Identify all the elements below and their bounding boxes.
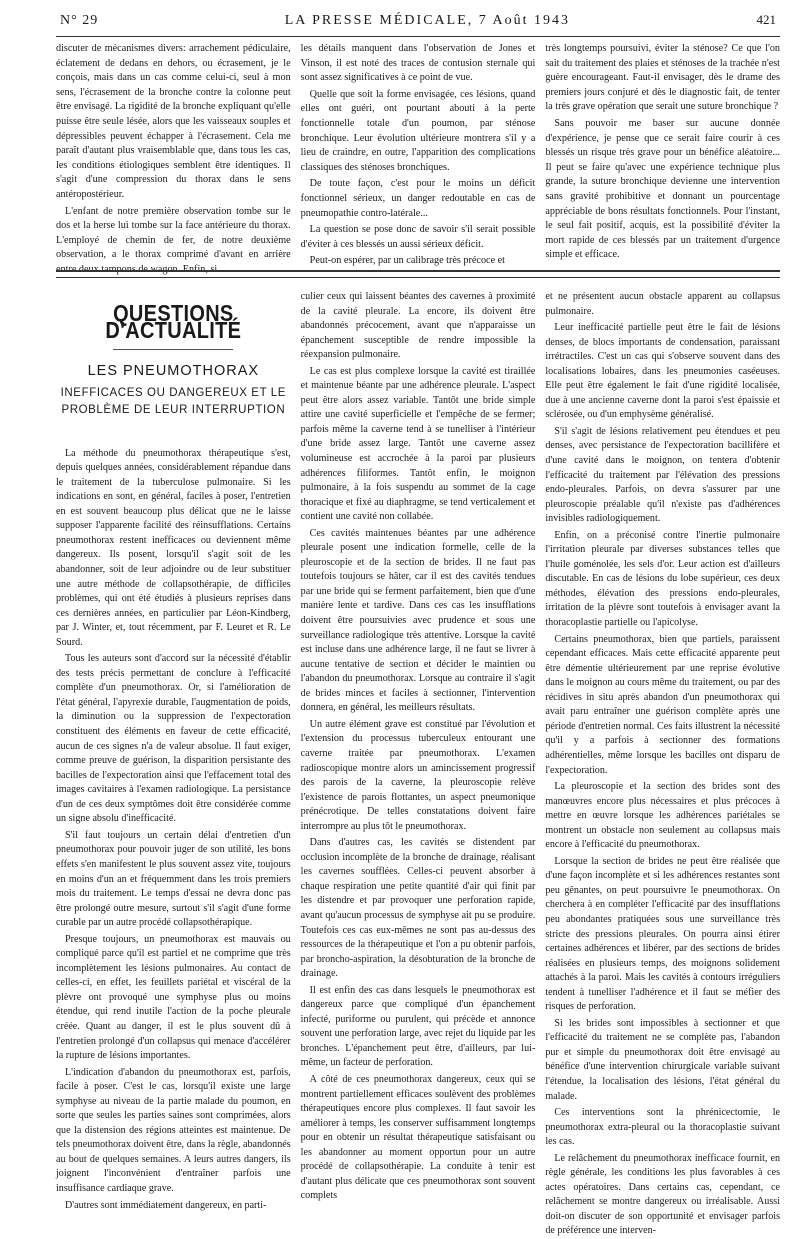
paragraph: Sans pouvoir me baser sur aucune donnée d'expérience, je pense que ce serait faire courir à ces blessés un risque très grave pour un bénéfice aléatoire... Il peut se faire qu'avec une expérience technique plus grande, la suture bronchique devienne une intervention sans gravité prohibitive et donnant un pourcentage appréciable de bons résultats fonctionnels. Pour l'instant, le seul fait positif, acquis, est la possibilité d'éviter la mort rapide de ces blessés par un traitement d'urgence simple et efficace. xyxy=(545,117,781,261)
paragraph: Leur inefficacité partielle peut être le fait de lésions denses, de blocs importants de condensation, paraissant irrétractiles. C'est un cas qui s'observe souvent dans des localisations lobaires, dans les pneumonies caséeuses. Elle peut être également le fait d'une rigidité localisée, due à une ancienne caverne dont la paroi s'est épaissie et sclérosée, ou d'un emphysème généralisé. xyxy=(545,322,781,421)
header-rule xyxy=(56,36,780,37)
page-header xyxy=(60,12,776,34)
paragraph: Enfin, on a préconisé contre l'inertie pulmonaire l'irritation pleurale par diverses substances telles que l'huile goménolée, les sels d'or. Leur action est d'ailleurs discutable. En cas de lésions du lobe supérieur, ces deux méthodes, élévation des pressions endo-pleurales, irritation de la plèvre sont toutefois à envisager avant la thoracoplastie partielle ou l'apicolyse. xyxy=(545,529,781,629)
paragraph: Il est enfin des cas dans lesquels le pneumothorax est dangereux parce que compliqué d'un épanchement infecté, puriforme ou purulent, qui précède et annonce souvent une perforation large, avec rejet du liquide par les bronches. L'épanchement peut être, d'ailleurs, par lui-même, un facteur de perforation. xyxy=(300,984,536,1069)
paragraph: très longtemps poursuivi, éviter la sténose? Ce que l'on sait du traitement des plaies et sténoses de la trachée n'est guère encourageant. Faut-il envisager, dès le drame des premiers jours conjuré et dès le diagnostic fait, de tenter la très grave opération que serait une suture bronchique ? xyxy=(545,43,781,113)
paragraph: S'il s'agit de lésions relativement peu étendues et peu denses, avec persistance de l'expectoration bacillifère et d'une cavité dans le moignon, on tentera d'obtenir l'efficacité du traitement par l'élévation des pressions endo-pleurales. Parfois, on devra s'assurer par une pleuroscopie préalable qu'il n'existe pas d'adhérences invisibles radiologiquement. xyxy=(545,425,781,525)
article-body xyxy=(56,290,781,1237)
top-column-3 xyxy=(545,42,780,264)
paragraph: discuter de mécanismes divers: arrachement pédiculaire, éclatement de dedans en dehors, ou écrasement, je le conçois, mais dans un cas comme celui-ci, seul à mon sens, l'écrasement de la bronche contre la colonne peut être envisagé. La rigidité de la bronche expliquant qu'elle puisse être seule lésée, alors que les vaisseaux souples et dépressibles peuvent échapper à l'écrasement. Cela me paraît d'autant plus vraisemblable que, dans tous les cas, les conditions étiologiques semblent être identiques. Il s'agit d'une compression du thorax dans le sens antéropostérieur. xyxy=(56,43,291,200)
paragraph: L'indication d'abandon du pneumothorax est, parfois, facile à poser. C'est le cas, lorsqu'il existe une large symphyse au niveau de la partie malade du poumon, en sorte que seules les parties saines sont comprimées, alors que la distension des régions atteintes est maintenue. De tels pneumothorax doivent être, dans la règle, abandonnés au bout de quelques semaines. A leurs autres dangers, ils joignent l'inconvénient d'entraîner parfois une insuffisance cardiaque grave. xyxy=(56,1066,291,1194)
paragraph: et ne présentent aucun obstacle apparent au collapsus pulmonaire. xyxy=(545,291,781,317)
paragraph: D'autres sont immédiatement dangereux, en parti- xyxy=(65,1199,267,1211)
heading-rule xyxy=(113,349,233,350)
paragraph: Ces interventions sont la phrénicectomie, le pneumothorax extra-pleural ou la thoracoplastie suivant les cas. xyxy=(545,1107,781,1148)
previous-article-continuation xyxy=(56,42,781,275)
paragraph: Quelle que soit la forme envisagée, ces lésions, quand elles ont guéri, ont pourtant abouti à la perte fonctionnelle totale d'un poumon, par sténose bronchique. Leur évolution ultérieure montrera s'il y a lieu de craindre, en outre, l'apparition des complications classiques des sténoses bronchiques. xyxy=(300,88,536,173)
paragraph: Presque toujours, un pneumothorax est mauvais ou compliqué parce qu'il est partiel et ne comprime que très incomplètement les lésions pulmonaires. Au contact de celles-ci, en effet, les feuillets pariétal et viscéral de la plèvre ont provoqué une symphyse plus ou moins étendue, qui rend inutile l'action de la poche pleurale créée. Quant au danger, il est le plus souvent dû à l'entretien prolongé d'un collapsus qui menace d'accélérer la rupture de lésions importantes. xyxy=(56,933,291,1062)
paragraph: Un autre élément grave est constitué par l'évolution et l'extension du processus tuberculeux entourant une caverne traitée par pneumothorax. L'examen radioscopique montre alors un amincissement progressif des parois de la caverne, la pleuroscopie relève l'existence de parois flottantes, un aspect pneumonique prénécrotique. De telles constatations doivent faire interrompre au plus tôt le pneumothorax. xyxy=(300,718,536,832)
top-column-1 xyxy=(56,42,291,275)
issue-number: N° 29 xyxy=(60,13,99,28)
paragraph: L'enfant de notre première observation tombe sur le dos et la herse lui tombe sur la face antérieure du thorax. L'employé de chemin de fer, de notre deuxième observation, a le thorax comprimé d'avant en arrière entre deux tampons de wagon. Enfin, si xyxy=(56,205,291,275)
section-separator-rule xyxy=(56,270,780,278)
section-heading: QUESTIONS D'ACTUALITÉ xyxy=(105,301,242,344)
paragraph: La méthode du pneumothorax thérapeutique s'est, depuis quelques années, considérablement répandue dans le traitement de la tuberculose pulmonaire. Si les indications en sont, en général, faciles à poser, l'entretien en est souvent beaucoup plus délicat que ne le laisse supposer l'apparente facilité des réinsufflations. Certains pneumothorax restent inefficaces ou deviennent même dangereux. Ils posent, lorsqu'il s'agit soit de les abandonner, soit de leur adjoindre ou de leur substituer une autre méthode de collapsothérapie, de difficiles problèmes, qui ont été étudiés à plusieurs reprises dans ces dernières années, en particulier par Léon-Kindberg, par J. Winter, et, tout récemment, par F. Leuret et R. Le Sourd. xyxy=(56,447,291,648)
paragraph: Dans d'autres cas, les cavités se distendent par occlusion incomplète de la bronche de drainage, réalisant les cavernes soufflées. Celles-ci peuvent absorber à chaque respiration une petite quantité d'air qui finit par les distendre et par provoquer une perforation rapide, avant qu'aucun processus de symphyse ait pu se produire. Toutefois ces cas eux-mêmes ne sont pas au-dessus des ressources de la thérapeutique et l'on a pu obtenir parfois, par broncho-aspiration, la désobturation de la bronche de drainage. xyxy=(300,837,536,980)
paragraph: culier ceux qui laissent béantes des cavernes à proximité de la cavité pleurale. La encore, ils doivent être abandonnés précocement, avant que n'apparaisse un épanchement susceptible de rendre impossible la réexpansion pulmonaire. xyxy=(300,291,536,361)
article-title: LES PNEUMOTHORAX xyxy=(87,363,260,380)
article-column-2 xyxy=(300,290,536,1202)
article-column-1 xyxy=(56,290,291,1211)
paragraph: Ces cavités maintenues béantes par une adhérence pleurale posent une indication formelle, celle de la pleuroscopie et de la section de brides. Il ne faut pas toutefois toujours se hâter, car il est des cavités tendues par une bride qui se ferment parfaitement, bien que d'une manière lente et tardive. Dans ces cas les insufflations doivent être poursuivies avec prudence et sous une surveillance radiologique très attentive. Lorsque la cavité est incluse dans une adhérence large, il ne faut se livrer à aucune tentative de section et décider le maintien ou l'abandon du pneumothorax. Lorsque au contraire il s'agit de brides minces et faciles à sectionner, l'intervention donnera, en général, les meilleurs résultats. xyxy=(300,527,536,714)
article-subtitle: INEFFICACES OU DANGEREUX ET LE PROBLÈME DE LEUR INTERRUPTION xyxy=(60,386,287,416)
paragraph: Lorsque la section de brides ne peut être réalisée que d'une façon incomplète et si les adhérences restantes sont peu gênantes, on peut poursuivre le pneumothorax. On cherchera à en compléter l'efficacité par des insufflations peu abondantes pratiquées sous une surveillance très stricte des pressions pleurales. On pourra ainsi étirer certaines adhérences et libérer, par des sections de brides réalisées en plusieurs temps, des moignons solidement attachés à la paroi. Mais les cavités à contours irréguliers tendent à tunelliser l'adhérence et il faut se méfier des risques de perforation. xyxy=(545,855,781,1013)
paragraph: De toute façon, c'est pour le moins un déficit fonctionnel sérieux, un danger redoutable en cas de pneumopathie contro-latérale... xyxy=(300,178,536,219)
paragraph: A côté de ces pneumothorax dangereux, ceux qui se montrent partiellement efficaces soulèvent des problèmes thérapeutiques encore plus complexes. Il faut savoir les améliorer à temps, les conserver suffisamment longtemps pour en obtenir un résultat thérapeutique satisfaisant ou les abandonner au moment opportun pour un autre procédé de collapsothérapie. La conduite à tenir est d'autant plus délicate que ces pneumothorax sont souvent complets xyxy=(300,1073,536,1202)
paragraph: les détails manquent dans l'observation de Jones et Vinson, il est noté des traces de contusion sternale qui sont assez significatives à ce point de vue. xyxy=(300,43,536,84)
paragraph: La question se pose donc de savoir s'il serait possible d'éviter à ces blessés un aussi sérieux déficit. xyxy=(300,224,536,250)
top-column-2 xyxy=(300,42,536,267)
paragraph: Le cas est plus complexe lorsque la cavité est tiraillée et maintenue béante par une adhérence pleurale. L'aspect peut être alors assez variable. Tantôt une bride simple attire une cavité superficielle et l'empêche de se fermer; parfois même la caverne tend à se tunelliser à l'intérieur d'une bride assez large. Tantôt une caverne assez volumineuse est accrochée à la paroi par plusieurs adhérences filiformes. Tantôt enfin, le moignon pulmonaire, à la fois suspendu au sommet de la cage thoracique et fixé au diaphragme, se tend verticalement et contient une cavité non collabée. xyxy=(300,365,536,523)
paragraph: Si les brides sont impossibles à sectionner et que l'efficacité du traitement ne se complète pas, l'abandon pur et simple du pneumothorax doit être envisagé au bénéfice d'une intervention chirurgicale variable suivant l'étendue, la localisation des lésions, l'état général du malade. xyxy=(545,1017,781,1102)
paragraph: Peut-on espérer, par un calibrage très précoce et xyxy=(309,255,505,267)
journal-title: LA PRESSE MÉDICALE, 7 Août 1943 xyxy=(284,13,570,28)
paragraph: S'il faut toujours un certain délai d'entretien d'un pneumothorax pour pouvoir juger de son utilité, les bons effets s'en manifestent le plus souvent assez vite, toujours en moins d'un an et fréquemment dans les trois premiers mois du traitement. Le temps d'essai ne devra donc pas être prolongé outre mesure, surtout s'il s'agit d'une forme curable par un autre procédé collapsothérapique. xyxy=(56,829,291,929)
article-column-3 xyxy=(545,290,781,1237)
paragraph: Le relâchement du pneumothorax inefficace fournit, en règle générale, les conditions les plus favorables à ces actes opératoires. Dans certains cas, cependant, ce relâchement se montre dangereux ou irréalisable. Aussi doit-on discuter de son opportunité et envisager parfois de préférence une interven- xyxy=(545,1152,781,1237)
page-number: 421 xyxy=(756,12,776,27)
paragraph: Tous les auteurs sont d'accord sur la nécessité d'établir des tests précis permettant de conclure à l'efficacité complète d'un pneumothorax. Or, si l'amélioration de l'état général, l'apyrexie durable, l'augmentation de poids, la diminution ou la suppression de l'expectoration constituent des éléments en faveur de cette efficacité, aucun de ces signes n'a de valeur absolue. Il faut exiger, comme preuve de guérison, la disparition persistante des bacilles de l'expectoration ainsi que l'effacement total des images cavitaires à l'examen radiologique. La persistance d'un de ces deux symptômes doit être considérée comme un signe absolu d'inefficacité. xyxy=(56,653,291,825)
paragraph: Certains pneumothorax, bien que partiels, paraissent cependant efficaces. Mais cette efficacité apparente peut être démentie ultérieurement par une reprise évolutive dans le moignon au cours même du traitement, ou par des récidives in situ après abandon d'un pneumothorax qui avait paru entraîner une guérison complète après une période d'entretien normal. Ces faits illustrent la nécessité qu'il y a parfois à sectionner des formations adhérentielles, même lorsque les bacilles ont disparu de l'expectoration. xyxy=(545,633,781,776)
paragraph: La pleuroscopie et la section des brides sont des manœuvres encore plus nécessaires et plus précoces à mettre en œuvre lorsque les adhérences pariétales se montrent un obstacle non seulement au collapsus mais encore à l'efficacité du pneumothorax. xyxy=(545,781,781,851)
